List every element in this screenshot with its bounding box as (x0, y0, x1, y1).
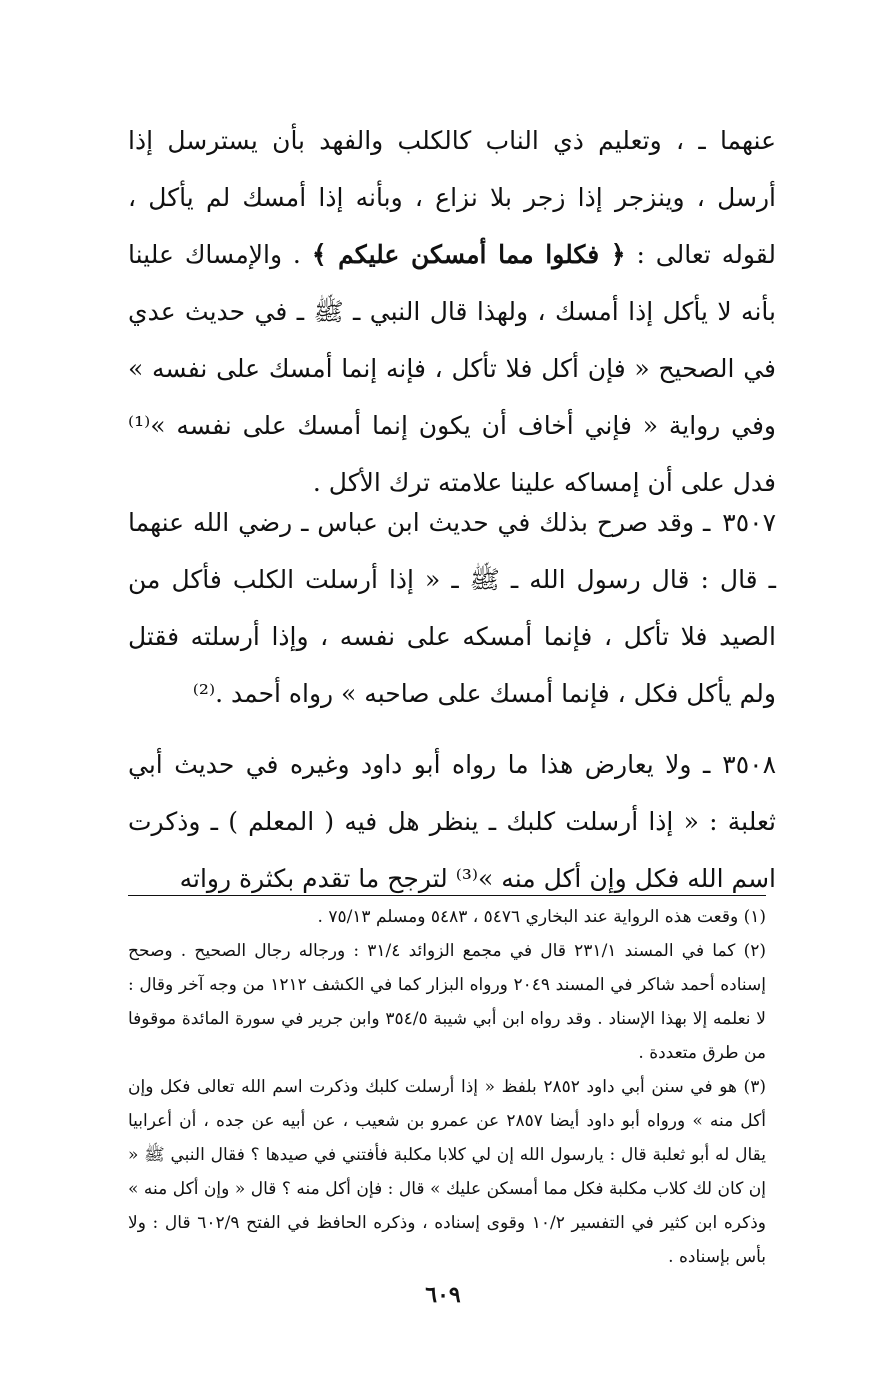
paragraph-number: ٣٥٠٨ (722, 750, 776, 779)
quran-verse: ﴿ فكلوا مما أمسكن عليكم ﴾ (311, 240, 626, 269)
paragraph-3508 (128, 736, 776, 907)
footnote-divider (128, 895, 766, 896)
footnote-1: (١) وقعت هذه الرواية عند البخاري ٥٤٧٦ ، ٥٤٨٣ ومسلم ٧٥/١٣ . (317, 907, 766, 927)
footnote-2: (٢) كما في المسند ٢٣١/١ قال في مجمع الزوائد ٣١/٤ : ورجاله رجال الصحيح . وصحح إسناده أحمد شاكر في المسند ٢٠٤٩ ورواه البزار كما في الكشف ١٢١٢ من وجه آخر وقال : لا نعلمه إلا بهذا الإسناد . وقد رواه ابن أبي شيبة ٣٥٤/٥ وابن جرير في سورة المائدة موقوفا من طرق متعددة . (128, 941, 767, 1063)
paragraph-3507 (128, 494, 776, 722)
paragraph-text-rest: . والإمساك علينا بأنه لا يأكل إذا أمسك ، ولهذا قال النبي ـ ﷺ ـ في حديث عدي في الصحيح « فإن أكل فلا تأكل ، فإنه إنما أمسك على نفسه » وفي رواية « فإني أخاف أن يكون إنما أمسك على نفسه »⁽¹⁾ فدل على أن إمساكه علينا علامته ترك الأكل . (128, 240, 776, 497)
paragraph-continuation (128, 112, 776, 511)
footnote-3: (٣) هو في سنن أبي داود ٢٨٥٢ بلفظ « إذا أرسلت كلبك وذكرت اسم الله تعالى فكل وإن أكل منه » ورواه أبو داود أيضا ٢٨٥٧ عن عمرو بن شعيب ، عن أبيه عن جده ، أن أعرابيا يقال له أبو ثعلبة قال : يارسول الله إن لي كلابا مكلبة فأفتني في صيدها ؟ فقال النبي ﷺ « إن كان لك كلاب مكلبة فكل مما أمسكن عليك » قال : فإن أكل منه ؟ قال « وإن أكل منه » وذكره ابن كثير في التفسير ١٠/٢ وقوى إسناده ، وذكره الحافظ في الفتح ٦٠٢/٩ قال : ولا بأس بإسناده . (128, 1077, 766, 1267)
paragraph-text: ـ ولا يعارض هذا ما رواه أبو داود وغيره في حديث أبي ثعلبة : « إذا أرسلت كلبك ـ ينظر هل فيه ( المعلم ) ـ وذكرت اسم الله فكل وإن أكل منه »⁽³⁾ لترجح ما تقدم بكثرة رواته (128, 750, 776, 893)
paragraph-number: ٣٥٠٧ (722, 508, 776, 537)
paragraph-text: عنهما ـ ، وتعليم ذي الناب كالكلب والفهد بأن يسترسل إذا أرسل ، وينزجر إذا زجر بلا نزاع ، وبأنه إذا أمسك لم يأكل ، لقوله تعالى : (128, 126, 776, 269)
paragraph-text: ـ وقد صرح بذلك في حديث ابن عباس ـ رضي الله عنهما ـ قال : قال رسول الله ـ ﷺ ـ « إذا أرسلت الكلب فأكل من الصيد فلا تأكل ، فإنما أمسكه على نفسه ، وإذا أرسلته فقتل ولم يأكل فكل ، فإنما أمسك على صاحبه » رواه أحمد .⁽²⁾ (128, 508, 776, 708)
footnotes (128, 900, 766, 1274)
page-number: ٦٠٩ (425, 1282, 461, 1308)
